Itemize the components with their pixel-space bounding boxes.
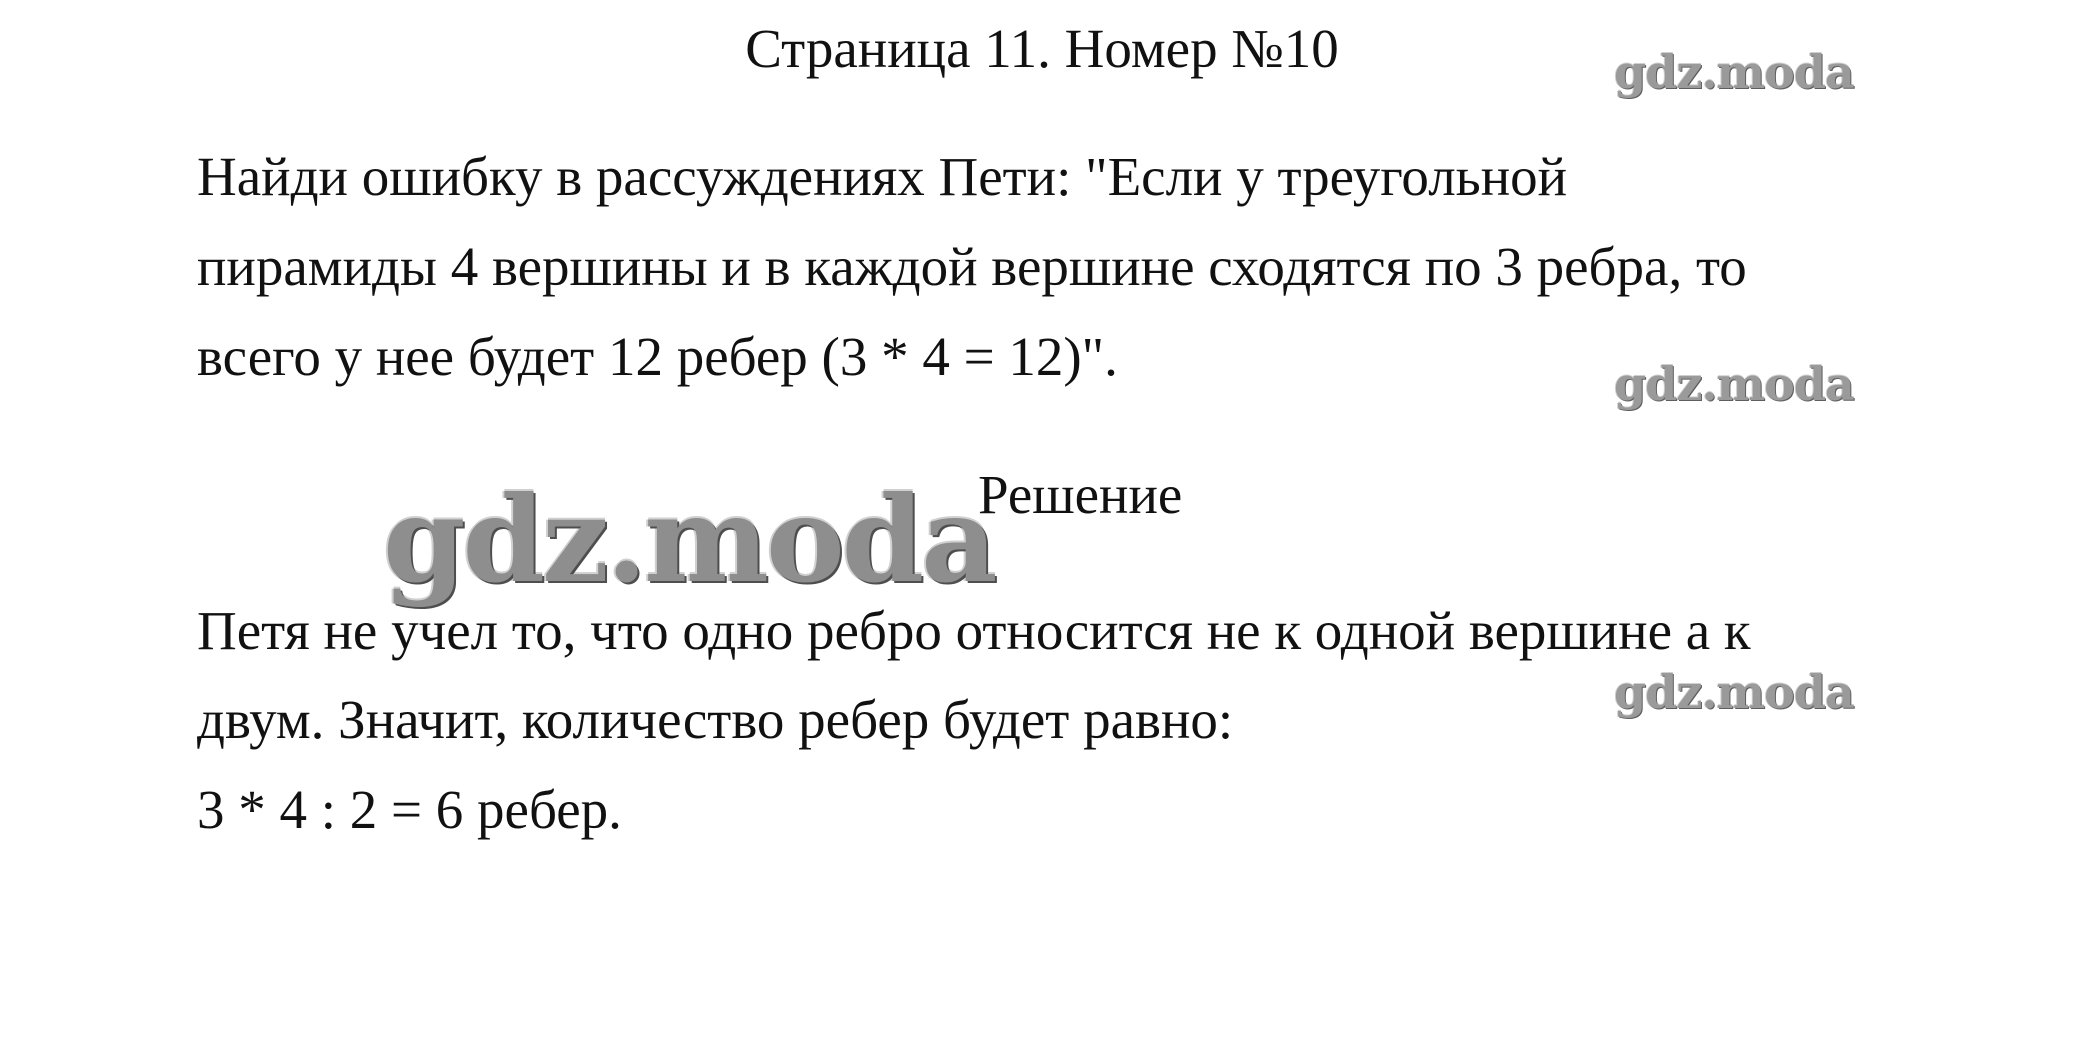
watermark-logo: gdz.moda xyxy=(1614,665,1854,719)
task-line: Найди ошибку в рассуждениях Пети: "Если у треугольной xyxy=(197,146,1568,207)
watermark-logo-large: gdz.moda xyxy=(383,470,995,609)
task-line: пирамиды 4 вершины и в каждой вершине сходятся по 3 ребра, то xyxy=(197,236,1747,297)
task-line: всего у нее будет 12 ребер (3 * 4 = 12)". xyxy=(197,326,1118,387)
solution-line: Петя не учел то, что одно ребро относится не к одной вершине а к xyxy=(197,600,1751,661)
watermark-logo: gdz.moda xyxy=(1614,357,1854,411)
solution-line: двум. Значит, количество ребер будет равно: xyxy=(197,689,1234,750)
solution-line: 3 * 4 : 2 = 6 ребер. xyxy=(197,779,622,840)
solution-heading: Решение xyxy=(978,464,1183,525)
watermark-logo: gdz.moda xyxy=(1614,45,1854,99)
page-title: Страница 11. Номер №10 xyxy=(745,18,1339,79)
